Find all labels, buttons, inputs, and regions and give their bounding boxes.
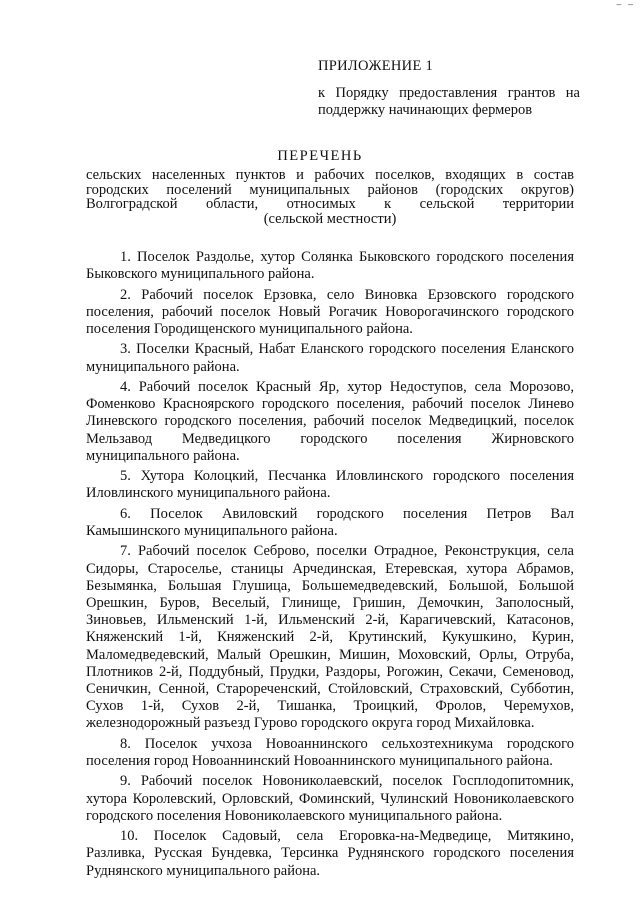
list-item: 6. Поселок Авиловский городского поселения Петров Вал Камышинского муниципального района. bbox=[86, 505, 574, 539]
subtitle-line: (сельской местности) bbox=[263, 210, 397, 227]
subtitle-line: сельских населенных пунктов и рабочих поселков, входящих в состав bbox=[86, 167, 574, 183]
document-heading: ПЕРЕЧЕНЬ bbox=[277, 148, 363, 164]
document-subtitle bbox=[86, 168, 574, 226]
subtitle-line: Волгоградской области, относимых к сельской территории bbox=[86, 196, 574, 212]
settlement-list bbox=[86, 249, 574, 883]
appendix-title: ПРИЛОЖЕНИЕ 1 bbox=[318, 58, 434, 74]
list-item: 4. Рабочий поселок Красный Яр, хутор Недоступов, села Морозово, Фоменково Красноярского городского поселения, рабочий поселок Линево Линевского городского поселения, рабочий поселок Медведицкий, поселок Мельзавод Медведицкого городского поселения Жирновского муниципального района. bbox=[86, 378, 574, 464]
list-item: 9. Рабочий поселок Новониколаевский, поселок Госплодопитомник, хутора Королевский, Орловский, Фоминский, Чулинский Новониколаевского городского поселения Новониколаевского муниципального района. bbox=[86, 773, 574, 824]
list-item: 10. Поселок Садовый, села Егоровка-на-Медведице, Митякино, Разливка, Русская Бундевка, Терсинка Руднянского городского поселения Руднянского муниципального района. bbox=[86, 828, 574, 879]
corner-scan-mark: — — bbox=[616, 0, 634, 9]
appendix-block bbox=[318, 58, 580, 119]
list-item: 2. Рабочий поселок Ерзовка, село Виновка Ерзовского городского поселения, рабочий поселок Новый Рогачик Новорогачинского городского поселения Городищенского муниципального района. bbox=[86, 286, 574, 337]
list-item: 1. Поселок Раздолье, хутор Солянка Быковского городского поселения Быковского муниципального района. bbox=[86, 249, 574, 283]
list-item: 3. Поселки Красный, Набат Еланского городского поселения Еланского муниципального района. bbox=[86, 341, 574, 375]
appendix-reference: к Порядку предоставления грантов на поддержку начинающих фермеров bbox=[318, 85, 580, 118]
list-item: 8. Поселок учхоза Новоаннинского сельхозтехникума городского поселения город Новоаннинский Новоаннинского муниципального района. bbox=[86, 735, 574, 769]
list-item: 5. Хутора Колоцкий, Песчанка Иловлинского городского поселения Иловлинского муниципального района. bbox=[86, 468, 574, 502]
list-item: 7. Рабочий поселок Себрово, поселки Отрадное, Реконструкция, села Сидоры, Староселье, станицы Арчединская, Етеревская, хутора Абрамов, Безымянка, Большая Глушица, Большемедведевский, Большой, Большой Орешкин, Буров, Веселый, Глинище, Гришин, Демочкин, Заполосный, Зиновьев, Ильменский 1-й, Ильменский 2-й, Карагичевский, Катасонов, Княженский 1-й, Княженский 2-й, Крутинский, Кукушкино, Курин, Маломедведевский, Малый Орешкин, Мишин, Моховский, Орлы, Отруба, Плотников 2-й, Поддубный, Прудки, Раздоры, Рогожин, Секачи, Семеновод, Сеничкин, Сенной, Старореченский, Стойловский, Страховский, Субботин, Сухов 1-й, Сухов 2-й, Тишанка, Троицкий, Фролов, Черемухов, железнодорожный разъезд Гурово городского округа город Михайловка. bbox=[86, 543, 574, 732]
subtitle-line: городских поселений муниципальных районов (городских округов) bbox=[86, 181, 574, 198]
